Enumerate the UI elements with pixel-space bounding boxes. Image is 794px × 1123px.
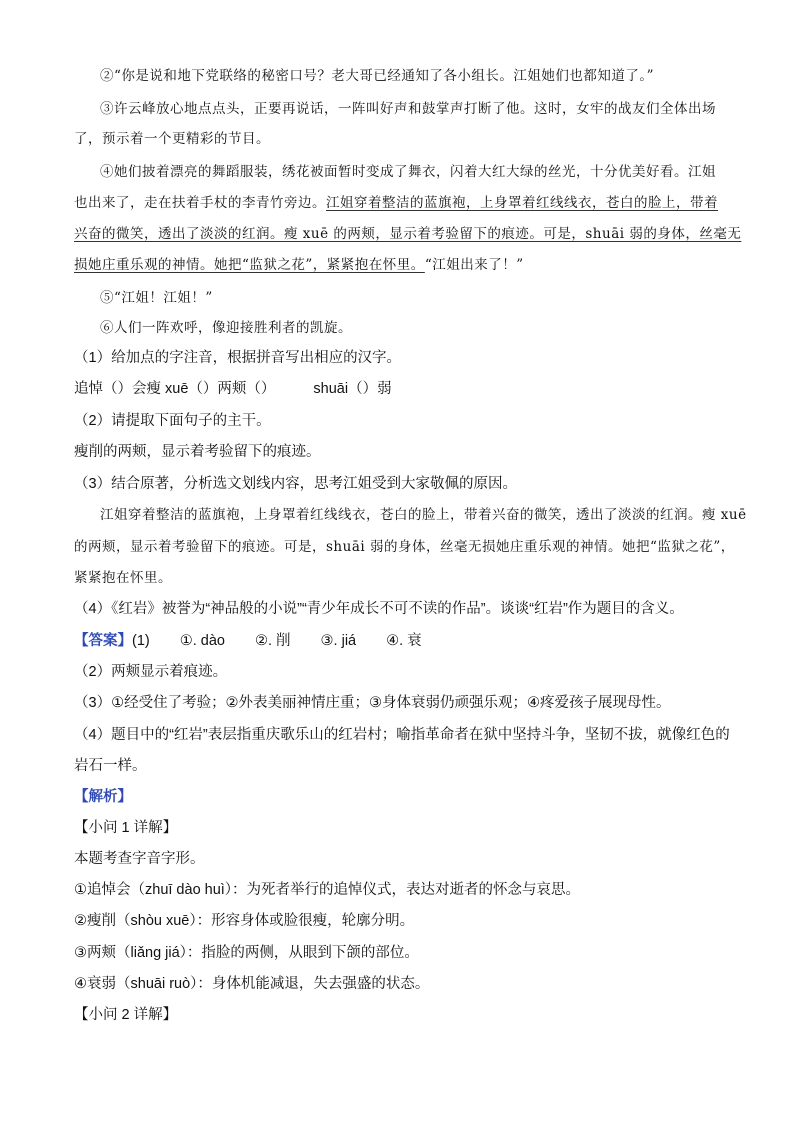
passage-text: 也出来了，走在扶着手杖的李青竹旁边。 <box>74 195 326 211</box>
passage-paragraph-4-line-2 <box>74 193 718 213</box>
passage-paragraph-2: ②“你是说和地下党联络的秘密口号？老大哥已经通知了各小组长。江姐她们也都知道了。” <box>100 68 655 84</box>
answer-4-line-2: 岩石一样。 <box>74 758 147 774</box>
passage-paragraph-3-line-1: ③许云峰放心地点点头，正要再说话，一阵叫好声和鼓掌声打断了他。这时，女牢的战友们全体出场 <box>100 101 716 117</box>
question-3-quote-line-2: 的两颊，显示着考验留下的痕迹。可是，shuāi 弱的身体，丝毫无损她庄重乐观的神情。她把“监狱之花”， <box>74 539 735 555</box>
answer-4-line-1: （4）题目中的“红岩”表层指重庆歌乐山的红岩村；喻指革命者在狱中坚持斗争，坚韧不拔，就像红色的 <box>74 727 730 743</box>
answer-1-item-3: ③. jiá <box>320 633 357 649</box>
answer-1-item-1: ①. dào <box>179 633 225 649</box>
question-2-sentence: 瘦削的两颊，显示着考验留下的痕迹。 <box>74 444 321 460</box>
analysis-item-3: ③两颊（liǎng jiá）：指脸的两侧，从眼到下颌的部位。 <box>74 945 419 961</box>
analysis-intro: 本题考查字音字形。 <box>74 851 205 867</box>
analysis-subheading-2: 【小问 2 详解】 <box>74 1007 178 1023</box>
underlined-text: 损她庄重乐观的神情。她把“监狱之花”，紧紧抱在怀里。 <box>74 257 425 273</box>
passage-paragraph-4-line-1: ④她们披着漂亮的舞蹈服装，绣花被面暂时变成了舞衣，闪着大红大绿的丝光，十分优美好看。江姐 <box>100 164 716 180</box>
question-2: （2）请提取下面句子的主干。 <box>74 413 271 429</box>
question-3-quote-line-1: 江姐穿着整洁的蓝旗袍，上身罩着红线线衣，苍白的脸上，带着兴奋的微笑，透出了淡淡的红润。瘦 xuē <box>100 507 747 523</box>
answer-label: 【答案】 <box>74 633 132 649</box>
passage-paragraph-4-line-4 <box>74 255 524 275</box>
answer-3: （3）①经受住了考验；②外表美丽神情庄重；③身体衰弱仍顽强乐观；④疼爱孩子展现母性。 <box>74 695 671 711</box>
analysis-label: 【解析】 <box>74 789 132 805</box>
answer-1-item-4: ④. 衰 <box>386 633 422 649</box>
question-1-items-a: 追悼（）会瘦 xuē（）两颊（） <box>74 381 276 397</box>
analysis-item-1: ①追悼会（zhuī dào huì）：为死者举行的追悼仪式，表达对逝者的怀念与哀思。 <box>74 882 581 898</box>
question-3: （3）结合原著，分析选文划线内容，思考江姐受到大家敬佩的原因。 <box>74 476 518 492</box>
passage-paragraph-5: ⑤“江姐！江姐！” <box>100 290 213 306</box>
analysis-item-4: ④衰弱（shuāi ruò）：身体机能减退，失去强盛的状态。 <box>74 976 430 992</box>
question-1-items <box>74 379 392 399</box>
answer-1-prefix: (1) <box>132 633 150 649</box>
answer-1-row <box>74 631 422 651</box>
answer-2: （2）两颊显示着痕迹。 <box>74 664 228 680</box>
question-1: （1）给加点的字注音，根据拼音写出相应的汉字。 <box>74 350 402 366</box>
underlined-text: 江姐穿着整洁的蓝旗袍，上身罩着红线线衣，苍白的脸上，带着 <box>326 195 718 211</box>
analysis-subheading-1: 【小问 1 详解】 <box>74 820 178 836</box>
passage-paragraph-4-line-3: 兴奋的微笑，透出了淡淡的红润。瘦 xuē 的两颊，显示着考验留下的痕迹。可是，shuāi 弱的身体，丝毫无 <box>74 226 742 242</box>
analysis-item-2: ②瘦削（shòu xuē）：形容身体或脸很瘦，轮廓分明。 <box>74 913 415 929</box>
question-3-quote-line-3: 紧紧抱在怀里。 <box>74 570 172 586</box>
answer-1-item-2: ②. 削 <box>254 633 291 649</box>
passage-paragraph-3-line-2: 了，预示着一个更精彩的节目。 <box>74 131 270 147</box>
passage-paragraph-6: ⑥人们一阵欢呼，像迎接胜利者的凯旋。 <box>100 320 352 336</box>
question-4: （4）《红岩》被誉为“神品般的小说”“青少年成长不可不读的作品”。谈谈“红岩”作为题目的含义。 <box>74 601 684 617</box>
question-1-items-b: shuāi（）弱 <box>313 381 392 397</box>
passage-text: “江姐出来了！” <box>424 257 524 273</box>
